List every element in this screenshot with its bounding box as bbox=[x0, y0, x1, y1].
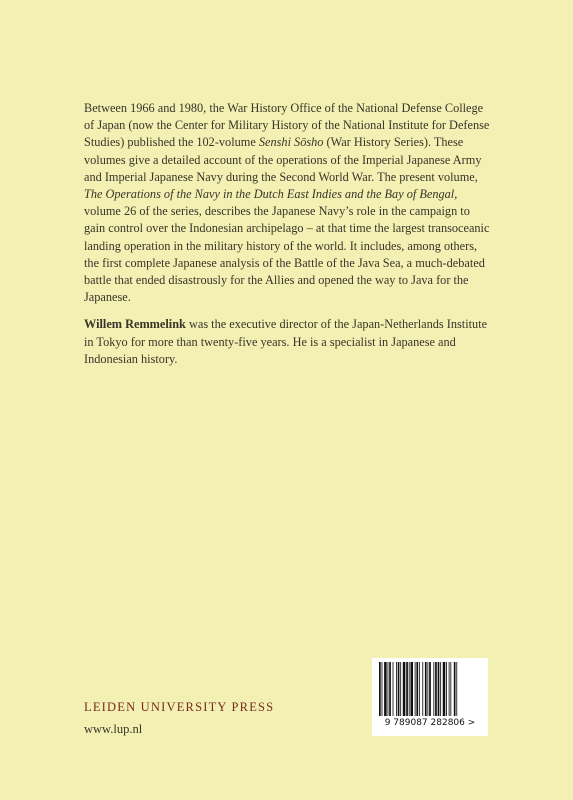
barcode-bar bbox=[410, 662, 413, 716]
barcode-bar bbox=[398, 662, 400, 716]
barcode-bar bbox=[388, 662, 389, 716]
barcode-bar bbox=[427, 662, 428, 716]
volume-title: The Operations of the Navy in the Dutch East Indies and the Bay of Bengal bbox=[84, 187, 455, 202]
barcode-bar bbox=[454, 662, 456, 716]
barcode-bar bbox=[406, 662, 408, 716]
barcode-bar bbox=[446, 662, 447, 716]
barcode-bar bbox=[396, 662, 397, 716]
barcode-bar bbox=[440, 662, 441, 716]
author-name: Willem Remmelink bbox=[84, 317, 186, 332]
barcode-bar bbox=[400, 662, 401, 716]
barcode-bar bbox=[416, 662, 418, 716]
barcode-bar bbox=[425, 662, 427, 716]
barcode-bar bbox=[456, 662, 457, 716]
description-text-1: Between 1966 and 1980, the War History Office of the National Defense College of Japan (now the Center for Military History of the National Institute for Defense Studies) published the 102-volume bbox=[84, 101, 490, 150]
barcode-bar bbox=[433, 662, 434, 716]
barcode-bar bbox=[403, 662, 406, 716]
barcode-bar bbox=[384, 662, 387, 716]
description-text-2: (War History Series). These volumes give a detailed account of the operations of the Imperial Japanese Army and Imperial Japanese Navy during the Second World War. The present volume, bbox=[84, 135, 482, 184]
barcode-bars bbox=[379, 662, 481, 716]
blurb-text bbox=[84, 100, 494, 378]
barcode-bar bbox=[393, 662, 394, 716]
barcode-bar bbox=[450, 662, 451, 716]
barcode-bar bbox=[438, 662, 440, 716]
barcode-bar bbox=[443, 662, 446, 716]
description-text-3: , volume 26 of the series, describes the Japanese Navy’s role in the campaign to gain control over the Indonesian archipelago – at that time the largest transoceanic landing operation in the military history of the world. It includes, among others, the first complete Japanese analysis of the Battle of the Java Sea, a much-debated battle that ended disastrously for the Allies and opened the way to Java for the Japanese. bbox=[84, 187, 490, 305]
barcode-bar bbox=[419, 662, 420, 716]
series-title: Senshi Sōsho bbox=[258, 135, 324, 150]
barcode-bar bbox=[435, 662, 437, 716]
barcode-bar bbox=[449, 662, 450, 716]
author-bio-paragraph bbox=[84, 316, 494, 368]
barcode-bar bbox=[415, 662, 416, 716]
isbn-number: 9 789087 282806 > bbox=[384, 718, 476, 728]
barcode-bar bbox=[422, 662, 423, 716]
barcode bbox=[372, 658, 488, 736]
description-paragraph bbox=[84, 100, 494, 306]
barcode-bar bbox=[409, 662, 410, 716]
publisher-name: LEIDEN UNIVERSITY PRESS bbox=[84, 700, 275, 714]
publisher-url: www.lup.nl bbox=[84, 722, 143, 736]
barcode-bar bbox=[379, 662, 381, 716]
barcode-bar bbox=[389, 662, 391, 716]
author-bio-text: was the executive director of the Japan-Netherlands Institute in Tokyo for more than twenty-five years. He is a specialist in Japanese and Indonesian history. bbox=[84, 317, 488, 366]
barcode-bar bbox=[429, 662, 431, 716]
barcode-bar bbox=[382, 662, 383, 716]
